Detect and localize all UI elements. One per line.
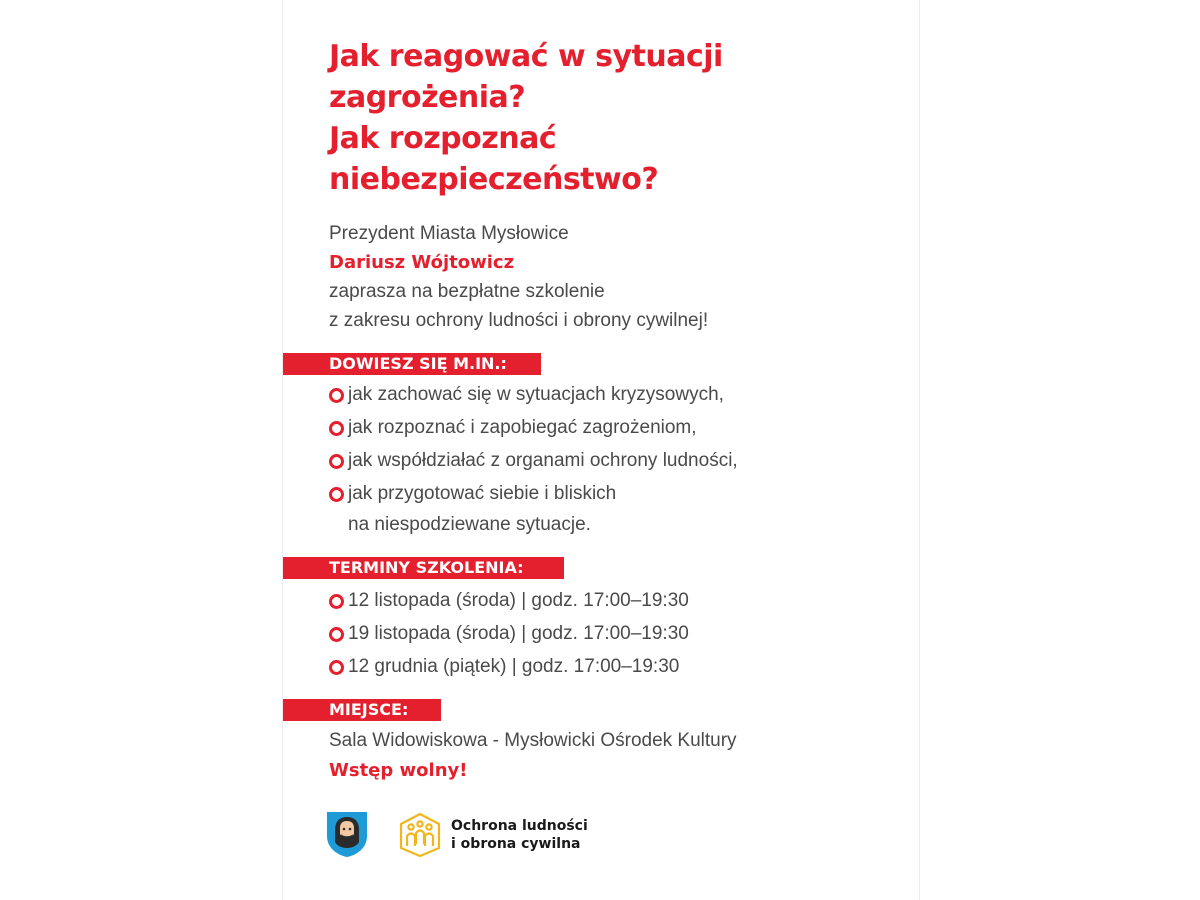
- logo-text-line-1: Ochrona ludności: [451, 818, 588, 834]
- intro-line-3: zaprasza na bezpłatne szkolenie: [329, 281, 605, 302]
- bullet-icon: [329, 594, 344, 609]
- section-heading-learn: DOWIESZ SIĘ M.IN.:: [283, 353, 541, 375]
- list-item-continuation: na niespodziewane sytuacje.: [348, 514, 591, 535]
- list-item: 19 listopada (środa) | godz. 17:00–19:30: [329, 617, 689, 650]
- intro-line-4: z zakresu ochrony ludności i obrony cywilnej!: [329, 310, 709, 331]
- intro-line-1: Prezydent Miasta Mysłowice: [329, 223, 569, 244]
- page-title: [329, 36, 723, 200]
- venue-text: Sala Widowiskowa - Mysłowicki Ośrodek Kultury: [329, 730, 737, 751]
- bullet-icon: [329, 421, 344, 436]
- list-item: jak zachować się w sytuacjach kryzysowych,: [329, 378, 738, 411]
- poster: [282, 0, 920, 900]
- list-item: jak rozpoznać i zapobiegać zagrożeniom,: [329, 411, 738, 444]
- bullet-icon: [329, 454, 344, 469]
- civil-defense-logo-text: [451, 817, 588, 853]
- intro-text: [329, 219, 708, 335]
- list-item: 12 listopada (środa) | godz. 17:00–19:30: [329, 584, 689, 617]
- learn-list: [329, 378, 738, 540]
- logo-text-line-2: i obrona cywilna: [451, 836, 581, 852]
- section-heading-dates: TERMINY SZKOLENIA:: [283, 557, 564, 579]
- list-item: jak współdziałać z organami ochrony ludności,: [329, 444, 738, 477]
- civil-defense-logo-icon: [397, 810, 443, 858]
- bullet-icon: [329, 388, 344, 403]
- bullet-icon: [329, 660, 344, 675]
- city-crest-icon: [325, 810, 369, 858]
- title-line-2: zagrożenia?: [329, 80, 526, 115]
- bullet-icon: [329, 627, 344, 642]
- free-entry-text: Wstęp wolny!: [329, 760, 468, 781]
- section-heading-place: MIEJSCE:: [283, 699, 441, 721]
- bullet-icon: [329, 487, 344, 502]
- list-item: jak przygotować siebie i bliskich na niespodziewane sytuacje.: [329, 477, 738, 540]
- list-item: 12 grudnia (piątek) | godz. 17:00–19:30: [329, 650, 689, 683]
- title-line-3: Jak rozpoznać: [329, 121, 557, 156]
- dates-list: [329, 584, 689, 683]
- mayor-name: Dariusz Wójtowicz: [329, 252, 515, 273]
- title-line-4: niebezpieczeństwo?: [329, 162, 659, 197]
- title-line-1: Jak reagować w sytuacji: [329, 39, 723, 74]
